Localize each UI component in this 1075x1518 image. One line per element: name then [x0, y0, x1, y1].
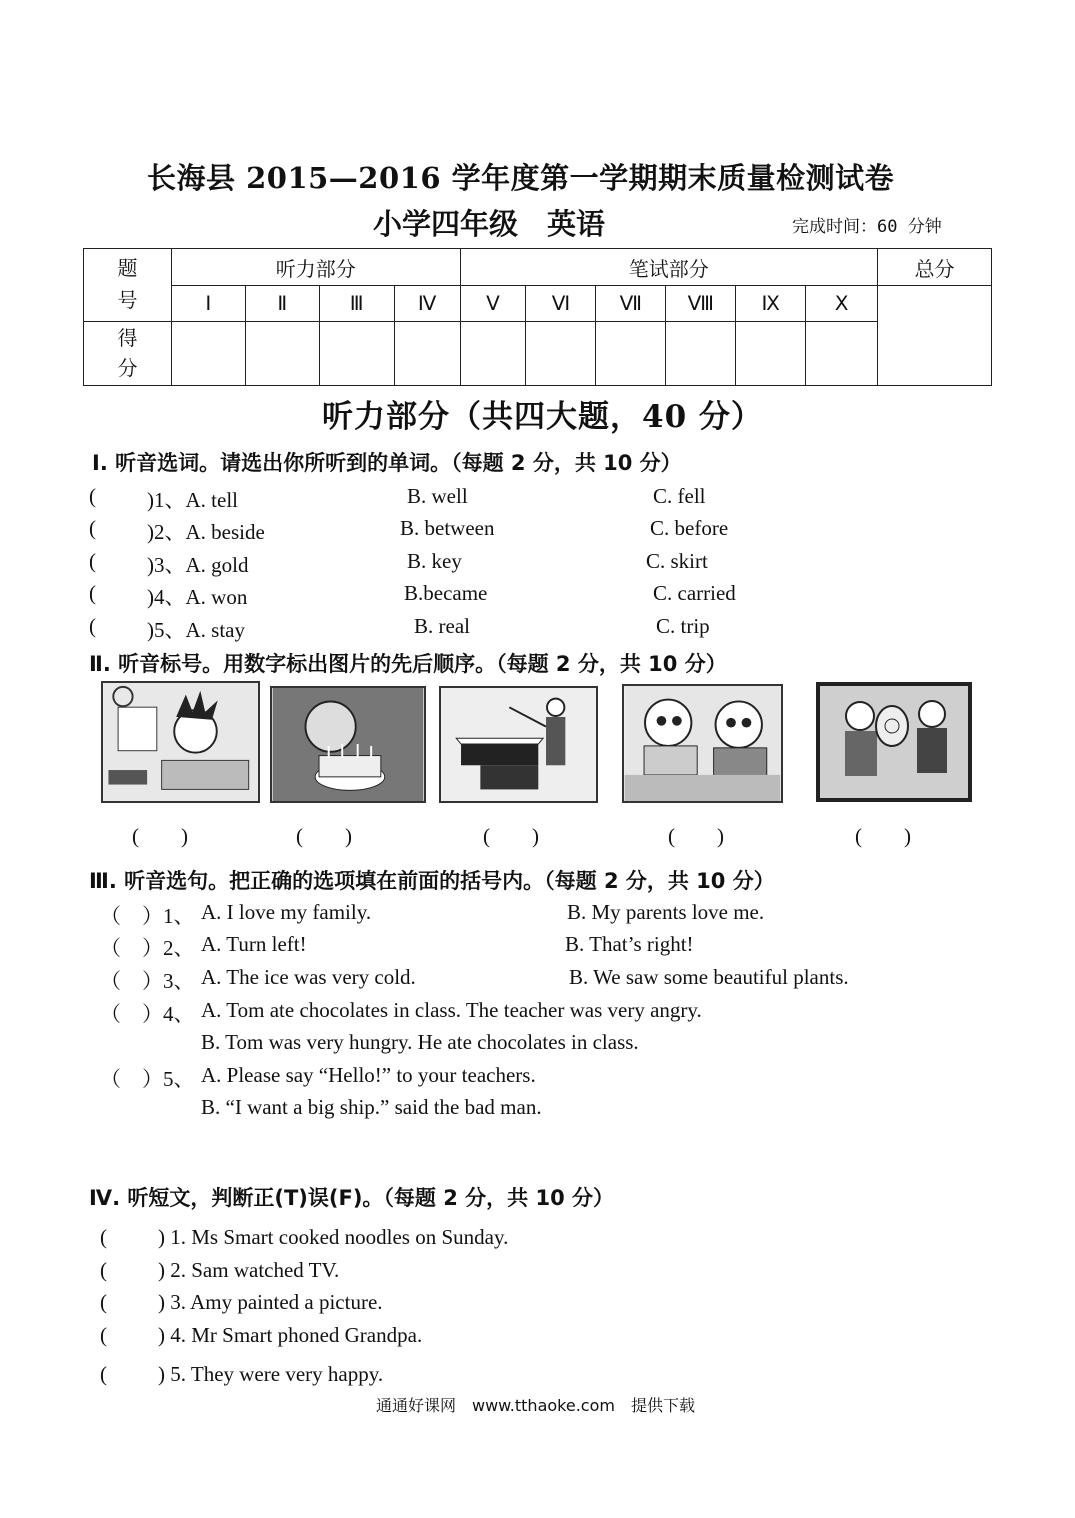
- part3-q5-num[interactable]: （ ）5、: [100, 1067, 195, 1091]
- part4-q3: ) 3. Amy painted a picture.: [158, 1290, 383, 1314]
- part1-q1-a: )1、A. tell: [147, 488, 238, 512]
- part3-q4-a: A. Tom ate chocolates in class. The teacher was very angry.: [201, 998, 702, 1022]
- exam-subtitle: 小学四年级 英语: [373, 207, 606, 241]
- picture-order-blank[interactable]: ( ): [132, 824, 188, 848]
- part3-q5-b: B. “I want a big ship.” said the bad man.: [201, 1095, 542, 1119]
- part1-q5-b: B. real: [414, 614, 470, 638]
- score-cell[interactable]: [319, 322, 394, 386]
- part3-q1-b: B. My parents love me.: [567, 900, 765, 924]
- score-cell[interactable]: [460, 322, 526, 386]
- part1-q2-b: B. between: [400, 516, 495, 540]
- answer-bracket[interactable]: (: [89, 484, 96, 508]
- answer-bracket[interactable]: (: [89, 614, 96, 638]
- part3-q2-num[interactable]: （ ）2、: [100, 936, 195, 960]
- part4-q4: ) 4. Mr Smart phoned Grandpa.: [158, 1323, 423, 1347]
- two-boys-icon: [622, 684, 783, 803]
- part1-q3-a: )3、A. gold: [147, 553, 249, 577]
- answer-bracket[interactable]: (: [89, 516, 96, 540]
- total-score-cell[interactable]: [878, 286, 992, 386]
- col-numeral: Ⅶ: [596, 286, 666, 322]
- row-label-question: 题号: [84, 249, 172, 322]
- part1-q3-c: C. skirt: [646, 549, 708, 573]
- answer-bracket[interactable]: (: [100, 1362, 107, 1386]
- part4-heading: Ⅳ. 听短文，判断正(T)误(F)。（每题 2 分，共 10 分）: [89, 1186, 614, 1210]
- part1-q5-a: )5、A. stay: [147, 618, 245, 642]
- part3-q3-a: A. The ice was very cold.: [201, 965, 416, 989]
- score-table: [83, 248, 992, 386]
- answer-bracket[interactable]: (: [100, 1258, 107, 1282]
- part3-q3-b: B. We saw some beautiful plants.: [569, 965, 849, 989]
- part1-q4-c: C. carried: [653, 581, 736, 605]
- score-cell[interactable]: [171, 322, 245, 386]
- part1-q3-b: B. key: [407, 549, 462, 573]
- part1-q4-a: )4、A. won: [147, 585, 248, 609]
- footer-credit: 通通好课网 www.tthaoke.com 提供下载: [376, 1396, 695, 1415]
- part3-q2-a: A. Turn left!: [201, 932, 307, 956]
- part2-heading: Ⅱ. 听音标号。用数字标出图片的先后顺序。（每题 2 分，共 10 分）: [89, 652, 727, 676]
- part4-q1: ) 1. Ms Smart cooked noodles on Sunday.: [158, 1225, 509, 1249]
- part1-q5-c: C. trip: [656, 614, 710, 638]
- score-cell[interactable]: [526, 322, 596, 386]
- exam-timing: 完成时间：60 分钟: [792, 217, 942, 237]
- total-header: 总分: [878, 249, 992, 286]
- col-numeral: Ⅰ: [171, 286, 245, 322]
- score-cell[interactable]: [596, 322, 666, 386]
- written-header: 笔试部分: [460, 249, 878, 286]
- part1-q1-b: B. well: [407, 484, 468, 508]
- part3-q3-num[interactable]: （ ）3、: [100, 969, 195, 993]
- part3-heading: Ⅲ. 听音选句。把正确的选项填在前面的括号内。（每题 2 分，共 10 分）: [89, 869, 775, 893]
- picture-order-blank[interactable]: ( ): [483, 824, 539, 848]
- answer-bracket[interactable]: (: [89, 549, 96, 573]
- part3-q4-num[interactable]: （ ）4、: [100, 1002, 195, 1026]
- birthday-cake-icon: [270, 686, 426, 803]
- picture-order-blank[interactable]: ( ): [296, 824, 352, 848]
- col-numeral: Ⅹ: [806, 286, 878, 322]
- part3-q5-a: A. Please say “Hello!” to your teachers.: [201, 1063, 536, 1087]
- col-numeral: Ⅲ: [319, 286, 394, 322]
- part1-q2-c: C. before: [650, 516, 729, 540]
- col-numeral: Ⅳ: [394, 286, 460, 322]
- exam-title: 长海县 2015—2016 学年度第一学期期末质量检测试卷: [147, 161, 895, 195]
- listening-header: 听力部分: [171, 249, 460, 286]
- score-cell[interactable]: [666, 322, 736, 386]
- part1-q1-c: C. fell: [653, 484, 706, 508]
- part3-q1-num[interactable]: （ ）1、: [100, 904, 195, 928]
- picture-order-blank[interactable]: ( ): [855, 824, 911, 848]
- answer-bracket[interactable]: (: [89, 581, 96, 605]
- answer-bracket[interactable]: (: [100, 1323, 107, 1347]
- answer-bracket[interactable]: (: [100, 1290, 107, 1314]
- listening-section-title: 听力部分（共四大题，40 分）: [322, 399, 763, 435]
- answer-bracket[interactable]: (: [100, 1225, 107, 1249]
- part1-q4-b: B.became: [404, 581, 488, 605]
- part3-q1-a: A. I love my family.: [201, 900, 372, 924]
- picture-order-blank[interactable]: ( ): [668, 824, 724, 848]
- score-cell[interactable]: [736, 322, 806, 386]
- part1-heading: Ⅰ. 听音选词。请选出你所听到的单词。（每题 2 分，共 10 分）: [92, 451, 682, 475]
- part1-q2-a: )2、A. beside: [147, 520, 265, 544]
- score-cell[interactable]: [394, 322, 460, 386]
- worker-making-ice-icon: [439, 686, 598, 803]
- col-numeral: Ⅵ: [526, 286, 596, 322]
- part3-q2-b: B. That’s right!: [565, 932, 694, 956]
- col-numeral: Ⅸ: [736, 286, 806, 322]
- col-numeral: Ⅴ: [460, 286, 526, 322]
- part4-q5: ) 5. They were very happy.: [158, 1362, 384, 1386]
- part3-q4-b: B. Tom was very hungry. He ate chocolates in class.: [201, 1030, 639, 1054]
- col-numeral: Ⅷ: [666, 286, 736, 322]
- score-cell[interactable]: [245, 322, 319, 386]
- score-cell[interactable]: [806, 322, 878, 386]
- two-men-with-bag-icon: [816, 682, 972, 802]
- boy-studying-icon: [101, 681, 260, 803]
- part4-q2: ) 2. Sam watched TV.: [158, 1258, 340, 1282]
- row-label-score: 得分: [84, 322, 172, 386]
- col-numeral: Ⅱ: [245, 286, 319, 322]
